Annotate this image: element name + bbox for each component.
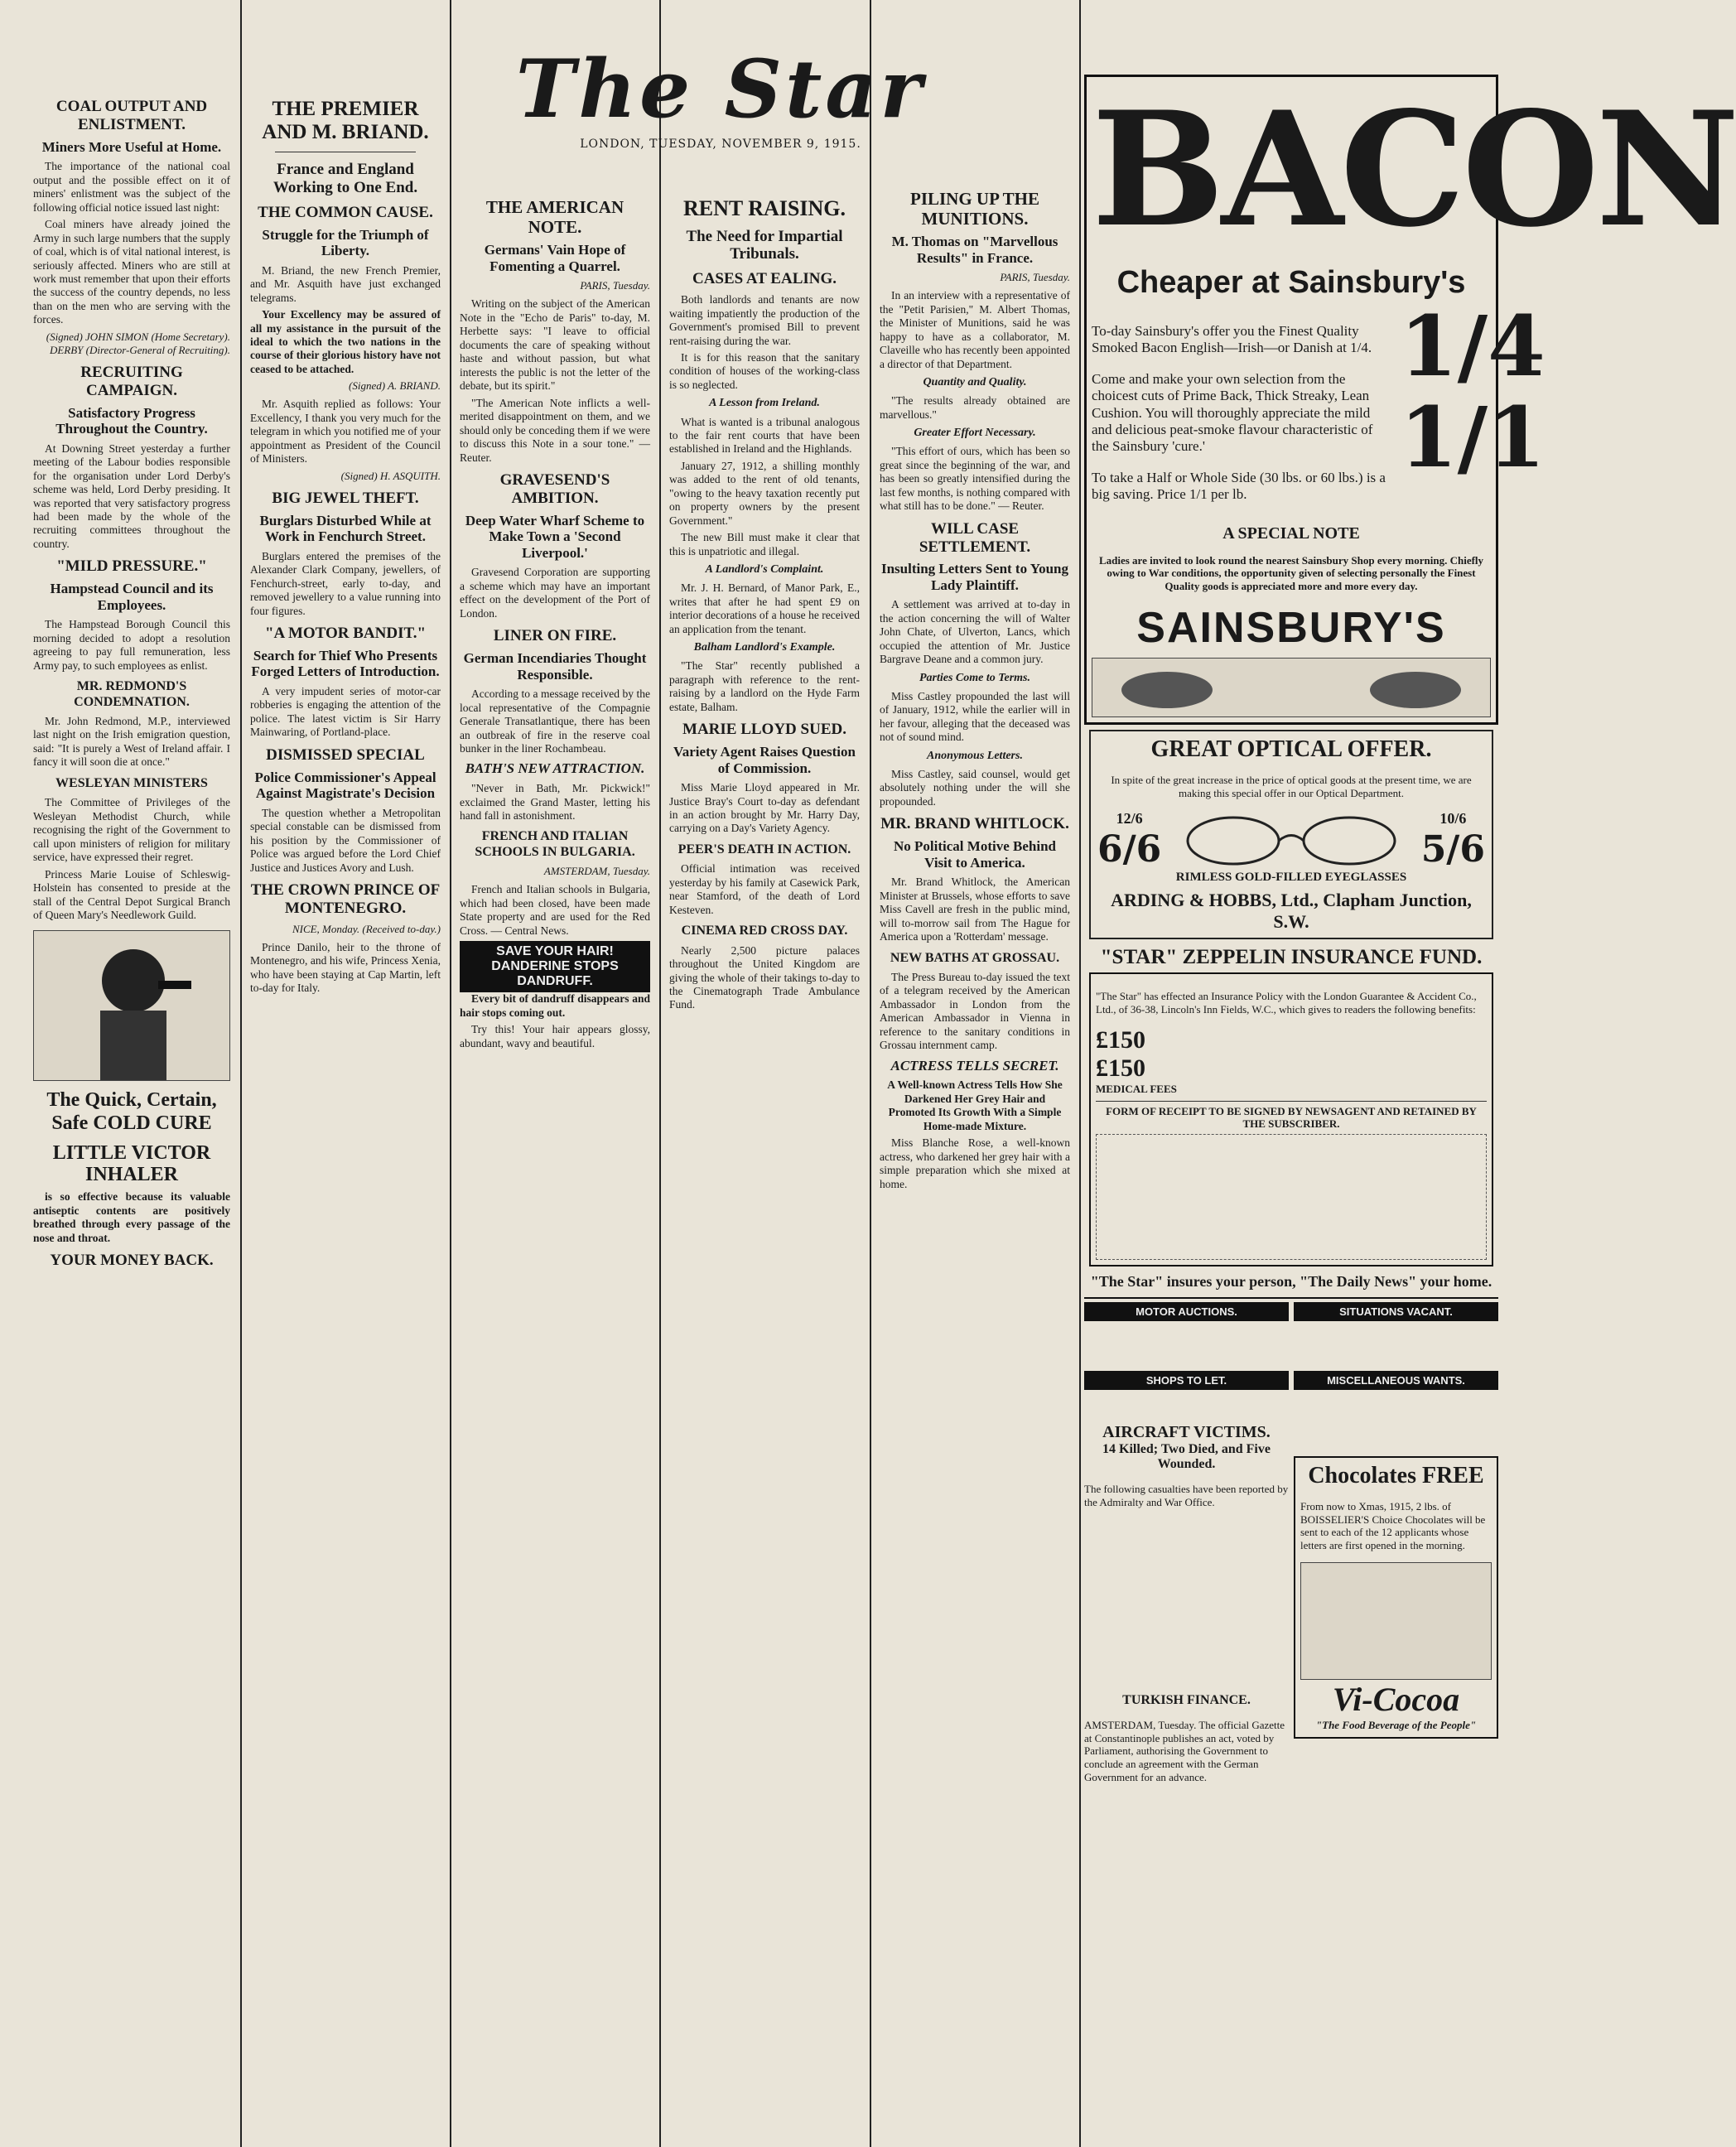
zeppelin-amount-1: £150 bbox=[1096, 1026, 1145, 1054]
sainsburys-logo: SAINSBURY'S bbox=[1136, 604, 1446, 653]
article-text: Miss Castley, said counsel, would get absolutely nothing under the will she propounded. bbox=[880, 767, 1070, 808]
receipt-form-title: FORM OF RECEIPT TO BE SIGNED BY NEWSAGENT AND RETAINED BY THE SUBSCRIBER. bbox=[1096, 1101, 1487, 1131]
bacon-price-1: 1/4 bbox=[1400, 297, 1546, 395]
article-text: "The Star" recently published a paragraph with reference to the rent-raising by a landlord on the Hyde Farm estate, Balham. bbox=[669, 659, 860, 713]
vicocoa-tagline: "The Food Beverage of the People" bbox=[1315, 1719, 1477, 1732]
bacon-ad-cheaper: Cheaper at Sainsbury's bbox=[1116, 265, 1466, 300]
subhead-american-note: Germans' Vain Hope of Fomenting a Quarrel. bbox=[484, 242, 626, 274]
zeppelin-fund-title: "STAR" ZEPPELIN INSURANCE FUND. bbox=[1100, 946, 1483, 969]
ad-inhaler-text: is so effective because its valuable antiseptic contents are positively breathed through every passage of the nose and throat. bbox=[33, 1190, 230, 1244]
signature: (Signed) H. ASQUITH. bbox=[340, 469, 441, 482]
zeppelin-amount-2: £150 bbox=[1096, 1054, 1145, 1083]
bacon-ad-text: Come and make your own selection from the choicest cuts of Prime Back, Thick Streaky, Lean Cushion. You will thoroughly appreciate the mild and delicious peat-smoke flavour characteristic of the Sainsbury 'cure.' bbox=[1092, 370, 1373, 455]
subhead-dismissed: Police Commissioner's Appeal Against Magistrate's Decision bbox=[254, 769, 436, 802]
article-text: Burglars entered the premises of the Alexander Clark Company, jewellers, of Fenchurch-street, early to-day, and removed jewellery to a value running into four figures. bbox=[250, 549, 441, 617]
article-text: M. Briand, the new French Premier, and Mr. Asquith have just exchanged telegrams. bbox=[250, 263, 441, 304]
subhead-lesson-ireland: A Lesson from Ireland. bbox=[709, 397, 820, 410]
article-text: Mr. Asquith replied as follows: Your Excellency, I thank you very much for the telegram in which you notified me of your appointment as President of the Council of Ministers. bbox=[250, 398, 441, 466]
headline-rent-raising: RENT RAISING. bbox=[682, 196, 846, 220]
article-text: The Committee of Privileges of the Wesleyan Methodist Church, while recognising the right of the Government to call upon ministers of religion for military service, have expressed their regret. bbox=[33, 796, 230, 864]
article-text: Princess Marie Louise of Schleswig-Holstein has consented to preside at the stall of the Central Depot Surgical Branch of Queen Mary's Needlework Guild. bbox=[33, 867, 230, 921]
zeppelin-fund-text: "The Star" has effected an Insurance Policy with the London Guarantee & Accident Co., Ltd., of 36-38, Lincoln's Inn Fields, W.C., which gives to readers the following benefits: bbox=[1096, 990, 1477, 1016]
masthead-title: The Star bbox=[515, 42, 926, 136]
headline-marie-lloyd: MARIE LLOYD SUED. bbox=[682, 721, 846, 739]
masthead bbox=[464, 42, 977, 151]
subhead-marie-lloyd: Variety Agent Raises Question of Commission. bbox=[673, 743, 856, 776]
bacon-ad-text: To-day Sainsbury's offer you the Finest Quality Smoked Bacon English—Irish—or Danish at 1/4. bbox=[1092, 323, 1372, 356]
article-text: Your Excellency may be assured of all my assistance in the pursuit of the ideal to which the two nations in the course of their glorious history have not ceased to be attached. bbox=[250, 308, 441, 375]
subhead-jewel-theft: Burglars Disturbed While at Work in Fenchurch Street. bbox=[259, 512, 432, 545]
article-text: Writing on the subject of the American Note in the "Echo de Paris" to-day, M. Herbette says: "I leave to official documents the care of speaking without haste and without passion, but what interests the public is not the letter of the debate, but its spirit." bbox=[460, 297, 650, 393]
subhead-whitlock: No Political Motive Behind Visit to America. bbox=[894, 838, 1056, 871]
optical-rimless: RIMLESS GOLD-FILLED EYEGLASSES bbox=[1175, 871, 1407, 885]
ad-actress-text: Miss Blanche Rose, a well-known actress, who darkened her grey hair with a simple preparation which she mixed at home. bbox=[880, 1136, 1070, 1190]
article-text: At Downing Street yesterday a further meeting of the Labour bodies responsible for the organisation under Lord Derby's scheme was held, Lord Derby presiding. It was reported that very satisfactory progress had been made by the whole of the recruiting committees throughout the country. bbox=[33, 441, 230, 550]
aircraft-text: The following casualties have been reported by the Admiralty and War Office. bbox=[1084, 1483, 1289, 1508]
pig-illustration bbox=[1092, 658, 1491, 717]
article-text: According to a message received by the local representative of the Compagnie Generale Transatlantique, there has been an outbreak of fire in the reserve coal bunker in the liner Rochambeau. bbox=[460, 688, 650, 755]
headline-cases-ealing: CASES AT EALING. bbox=[692, 270, 837, 288]
headline-motor-bandit: "A MOTOR BANDIT." bbox=[264, 625, 427, 642]
subhead-will-case: Insulting Letters Sent to Young Lady Plaintiff. bbox=[880, 561, 1069, 593]
vicocoa-ad bbox=[1294, 1456, 1498, 1739]
headline-mild-pressure: "MILD PRESSURE." bbox=[56, 557, 207, 576]
article-text: A very impudent series of motor-car robberies is engaging the attention of the police. The latest victim is Sir Harry Mainwaring, of Portland-place. bbox=[250, 684, 441, 739]
optical-ad bbox=[1089, 730, 1493, 939]
headline-wesleyan: WESLEYAN MINISTERS bbox=[55, 775, 208, 790]
ad-danderine-text: Try this! Your hair appears glossy, abundant, wavy and beautiful. bbox=[460, 1023, 650, 1049]
article-text: Mr. John Redmond, M.P., interviewed last night on the Irish emigration question, said: "It is purely a West of Ireland affair. I fancy it will soon die at once." bbox=[33, 714, 230, 769]
subhead-premier: France and England Working to One End. bbox=[272, 161, 418, 196]
bacon-ad-title: BACON bbox=[1092, 77, 1736, 262]
medical-fees: MEDICAL FEES bbox=[1096, 1083, 1177, 1096]
column-6-ads bbox=[1081, 75, 1736, 2147]
article-text: Miss Castley propounded the last will of January, 1912, while the earlier will in her favour, alleging that the deceased was not of sound mind. bbox=[880, 689, 1070, 744]
headline-liner-fire: LINER ON FIRE. bbox=[493, 627, 617, 645]
ad-money-back: YOUR MONEY BACK. bbox=[50, 1252, 214, 1270]
aircraft-head: AIRCRAFT VICTIMS. bbox=[1102, 1423, 1271, 1442]
subhead-coal: Miners More Useful at Home. bbox=[41, 138, 222, 155]
headline-recruiting: RECRUITING CAMPAIGN. bbox=[80, 363, 183, 399]
chocolates-free: Chocolates FREE bbox=[1308, 1463, 1484, 1489]
headline-will-case: WILL CASE SETTLEMENT. bbox=[919, 519, 1031, 556]
article-text: The Hampstead Borough Council this morning decided to adopt a resolution agreeing to pay full remuneration, less Army pay, to such employees as enlist. bbox=[33, 618, 230, 672]
optical-price-right: 10/6 bbox=[1439, 810, 1467, 827]
headline-common-cause: THE COMMON CAUSE. bbox=[258, 203, 433, 221]
headline-premier: THE PREMIER AND M. BRIAND. bbox=[262, 98, 429, 143]
headline-munitions: PILING UP THE MUNITIONS. bbox=[910, 189, 1039, 229]
article-text: Both landlords and tenants are now waiting impatiently the production of the Government's promised Bill to prevent rent-raising during the war. bbox=[669, 293, 860, 347]
article-text: "Never in Bath, Mr. Pickwick!" exclaimed the Grand Master, letting his hand fall in astonishment. bbox=[460, 782, 650, 822]
headline-dismissed: DISMISSED SPECIAL bbox=[266, 745, 425, 764]
optical-big-left: 6/6 bbox=[1097, 828, 1162, 871]
subhead-landlord-complaint: A Landlord's Complaint. bbox=[705, 563, 824, 577]
subhead-gravesend: Deep Water Wharf Scheme to Make Town a 'Second Liverpool.' bbox=[465, 512, 645, 561]
article-text: It is for this reason that the sanitary condition of houses of the working-class is so neglected. bbox=[669, 351, 860, 391]
article-text: The Press Bureau to-day issued the text of a telegram received by the American Ambassador in London from the American Ambassador in Vienna in reference to the sanitary conditions in Grossau internment camp. bbox=[880, 970, 1070, 1052]
bacon-ad bbox=[1084, 75, 1736, 725]
ad-actress-headline: ACTRESS TELLS SECRET. bbox=[890, 1057, 1059, 1074]
insures-line: "The Star" insures your person, "The Daily News" your home. bbox=[1090, 1273, 1492, 1291]
headline-whitlock: MR. BRAND WHITLOCK. bbox=[880, 815, 1069, 833]
bacon-price-2: 1/1 bbox=[1400, 388, 1546, 486]
optical-big-right: 5/6 bbox=[1420, 828, 1485, 871]
subhead-rent-raising: The Need for Impartial Tribunals. bbox=[686, 227, 843, 263]
special-note-heading: A SPECIAL NOTE bbox=[1222, 523, 1360, 543]
optical-sub: In spite of the great increase in the price of optical goods at the present time, we are making this special offer in our Optical Department. bbox=[1111, 774, 1472, 799]
man-with-inhaler-icon bbox=[34, 931, 229, 1080]
headline-coal: COAL OUTPUT AND ENLISTMENT. bbox=[55, 98, 208, 133]
dateline: NICE, Monday. (Received to-day.) bbox=[292, 922, 441, 935]
signature: (Signed) A. BRIAND. bbox=[349, 379, 441, 393]
optical-title: GREAT OPTICAL OFFER. bbox=[1150, 736, 1432, 763]
article-text: Official intimation was received yesterday by his family at Casewick Park, near Stamford, of the death of Lord Kesteven. bbox=[669, 862, 860, 916]
headline-gravesend: GRAVESEND'S AMBITION. bbox=[499, 471, 610, 507]
headline-bath: BATH'S NEW ATTRACTION. bbox=[465, 760, 645, 777]
article-text: "The American Note inflicts a well-merited disappointment on them, and we should only be conceding them if we were to discuss this Note in a sour tone." — Reuter. bbox=[460, 396, 650, 464]
shops-head: SHOPS TO LET. bbox=[1084, 1371, 1289, 1390]
motor-auctions-head: MOTOR AUCTIONS. bbox=[1084, 1302, 1289, 1321]
article-text: The new Bill must make it clear that this is unpatriotic and illegal. bbox=[669, 531, 860, 557]
situations-head: SITUATIONS VACANT. bbox=[1294, 1302, 1498, 1321]
headline-redmond: MR. REDMOND'S CONDEMNATION. bbox=[74, 679, 190, 709]
article-text: The importance of the national coal output and the possible effect on it of miners' enlistment was the subject of the following official notice issued last night: bbox=[33, 160, 230, 214]
subhead-parties: Parties Come to Terms. bbox=[919, 671, 1031, 684]
article-text: "This effort of ours, which has been so great since the beginning of the war, and has been so greatly intensified during the last few months, is nothing compared with what still has to be done." — Reuter. bbox=[880, 445, 1070, 513]
arding-hobbs: ARDING & HOBBS, Ltd., Clapham Junction, S.W. bbox=[1111, 890, 1472, 933]
misc-wants-head: MISCELLANEOUS WANTS. bbox=[1294, 1371, 1498, 1390]
turkish-text: AMSTERDAM, Tuesday. The official Gazette at Constantinople publishes an act, voted by Parliament, authorising the Government to conclude an agreement with the German Government for an advance. bbox=[1084, 1719, 1285, 1783]
headline-american-note: THE AMERICAN NOTE. bbox=[485, 197, 624, 238]
vicocoa-logo: Vi-Cocoa bbox=[1332, 1681, 1460, 1719]
bacon-ad-text: To take a Half or Whole Side (30 lbs. or 60 lbs.) is a big saving. Price 1/1 per lb. bbox=[1092, 469, 1386, 503]
subhead-liner-fire: German Incendiaries Thought Responsible. bbox=[463, 650, 647, 683]
dateline: PARIS, Tuesday. bbox=[580, 279, 650, 292]
ad-danderine-headline: SAVE YOUR HAIR! DANDERINE STOPS DANDRUFF. bbox=[460, 941, 650, 992]
article-text: Miss Marie Lloyd appeared in Mr. Justice Bray's Court to-day as defendant in an action brought by Mr. Harry Day, carrying on a Day's Variety Agency. bbox=[669, 781, 860, 835]
ad-danderine-sub: Every bit of dandruff disappears and hair stops coming out. bbox=[460, 992, 650, 1019]
article-text: French and Italian schools in Bulgaria, which had been closed, have been made State property and are used for the Red Cross. — Central News. bbox=[460, 883, 650, 937]
headline-french-schools: FRENCH AND ITALIAN SCHOOLS IN BULGARIA. bbox=[475, 829, 635, 859]
vicocoa-illustration bbox=[1300, 1562, 1492, 1680]
turkish-head: TURKISH FINANCE. bbox=[1122, 1693, 1251, 1708]
subhead-mild-pressure: Hampstead Council and its Employees. bbox=[50, 581, 214, 613]
headline-grossau: NEW BATHS AT GROSSAU. bbox=[890, 950, 1060, 965]
article-text: The question whether a Metropolitan special constable can be dismissed from his position by the Commissioner of Police was argued before the Lord Chief Justice and Justices Avory and Lush. bbox=[250, 806, 441, 874]
ad-inhaler-name: LITTLE VICTOR INHALER bbox=[52, 1141, 211, 1186]
headline-peer-death: PEER'S DEATH IN ACTION. bbox=[678, 842, 851, 856]
article-text: "The results already obtained are marvellous." bbox=[880, 394, 1070, 421]
article-text: Coal miners have already joined the Army in such large numbers that the supply of coal, which is of vital national interest, is seriously affected. Miners who are still at work must remember that upon their efforts the success of the country depends, no less than on the men who are serving with the forces. bbox=[33, 218, 230, 326]
optical-price-left: 12/6 bbox=[1116, 810, 1143, 827]
column-3 bbox=[451, 191, 658, 2147]
zeppelin-fund-box bbox=[1089, 972, 1493, 1266]
article-text: In an interview with a representative of the "Petit Parisien," M. Albert Thomas, the Minister of Munitions, said he was happy to have as a collaborator, M. Claveille who has recently been appointed a director of that Department. bbox=[880, 289, 1070, 370]
subhead-greater-effort: Greater Effort Necessary. bbox=[914, 427, 1036, 440]
subhead-common-cause: Struggle for the Triumph of Liberty. bbox=[262, 226, 429, 259]
subhead-quantity: Quantity and Quality. bbox=[923, 376, 1027, 389]
chocolates-text: From now to Xmas, 1915, 2 lbs. of BOISSELIER'S Choice Chocolates will be sent to each of the 12 applicants whose letters are first opened in the morning. bbox=[1300, 1500, 1486, 1551]
masthead-dateline: LONDON, TUESDAY, NOVEMBER 9, 1915. bbox=[580, 138, 861, 151]
headline-jewel-theft: BIG JEWEL THEFT. bbox=[272, 489, 419, 507]
article-text: Mr. Brand Whitlock, the American Minister at Brussels, whose efforts to save Miss Cavell are fresh in the public mind, will to-morrow sail from The Hague for America upon a 'Rotterdam' message. bbox=[880, 876, 1070, 943]
subhead-munitions: M. Thomas on "Marvellous Results" in France. bbox=[891, 234, 1058, 266]
eyeglasses-icon bbox=[1167, 812, 1415, 870]
subhead-balham: Balham Landlord's Example. bbox=[693, 641, 836, 654]
dateline: AMSTERDAM, Tuesday. bbox=[543, 865, 650, 878]
article-text: Mr. J. H. Bernard, of Manor Park, E., writes that after he had spent £9 on interior decorations of a house he received an application from the tenant. bbox=[669, 581, 860, 635]
subhead-motor-bandit: Search for Thief Who Presents Forged Letters of Introduction. bbox=[251, 647, 440, 680]
receipt-form bbox=[1096, 1134, 1487, 1260]
special-note-text: Ladies are invited to look round the nearest Sainsbury Shop every morning. Chiefly owing to War conditions, the opportunity given of selecting personally the Finest Quality goods is appreciated more and more every day. bbox=[1098, 553, 1484, 592]
article-text: What is wanted is a tribunal analogous to the fair rent courts that have been established in Ireland and the Highlands. bbox=[669, 415, 860, 456]
article-text: Prince Danilo, heir to the throne of Montenegro, and his wife, Princess Xenia, who have been staying at Cap Martin, left to-day for Italy. bbox=[250, 940, 441, 995]
article-text: Gravesend Corporation are supporting a scheme which may have an important effect on the development of the Port of London. bbox=[460, 566, 650, 620]
ad-cold-cure-headline: The Quick, Certain, Safe COLD CURE bbox=[46, 1089, 217, 1135]
column-5 bbox=[871, 182, 1078, 2147]
dateline: PARIS, Tuesday. bbox=[1000, 271, 1070, 284]
article-text: Nearly 2,500 picture palaces throughout the United Kingdom are giving the whole of their takings to-day to the Cinematograph Trade Ambulance Fund. bbox=[669, 943, 860, 1011]
column-1 bbox=[25, 91, 239, 2147]
pig-icon bbox=[1092, 659, 1490, 716]
headline-cinema: CINEMA RED CROSS DAY. bbox=[681, 924, 848, 938]
ad-actress-sub: A Well-known Actress Tells How She Darkened Her Grey Hair and Promoted Its Growth With a Simple Home-made Mixture. bbox=[887, 1078, 1063, 1132]
inhaler-ad-illustration bbox=[33, 930, 230, 1081]
aircraft-sub: 14 Killed; Two Died, and Five Wounded. bbox=[1102, 1442, 1271, 1472]
signature: (Signed) JOHN SIMON (Home Secretary). DERBY (Director-General of Recruiting). bbox=[46, 330, 230, 356]
subhead-anonymous: Anonymous Letters. bbox=[927, 749, 1023, 762]
column-4 bbox=[661, 191, 868, 2147]
headline-crown-prince: THE CROWN PRINCE OF MONTENEGRO. bbox=[250, 881, 441, 917]
subhead-recruiting: Satisfactory Progress Throughout the Country. bbox=[55, 404, 208, 437]
column-2 bbox=[242, 91, 449, 2147]
article-text: A settlement was arrived at to-day in the action concerning the will of Walter John Chate, of Ulverton, Lancs, which occupied the attention of Mr. Justice Bargrave Deane and a common jury. bbox=[880, 598, 1070, 666]
article-text: January 27, 1912, a shilling monthly was added to the rent of old tenants, "owing to the heavy taxation recently put on property owners by the present Government." bbox=[669, 459, 860, 527]
